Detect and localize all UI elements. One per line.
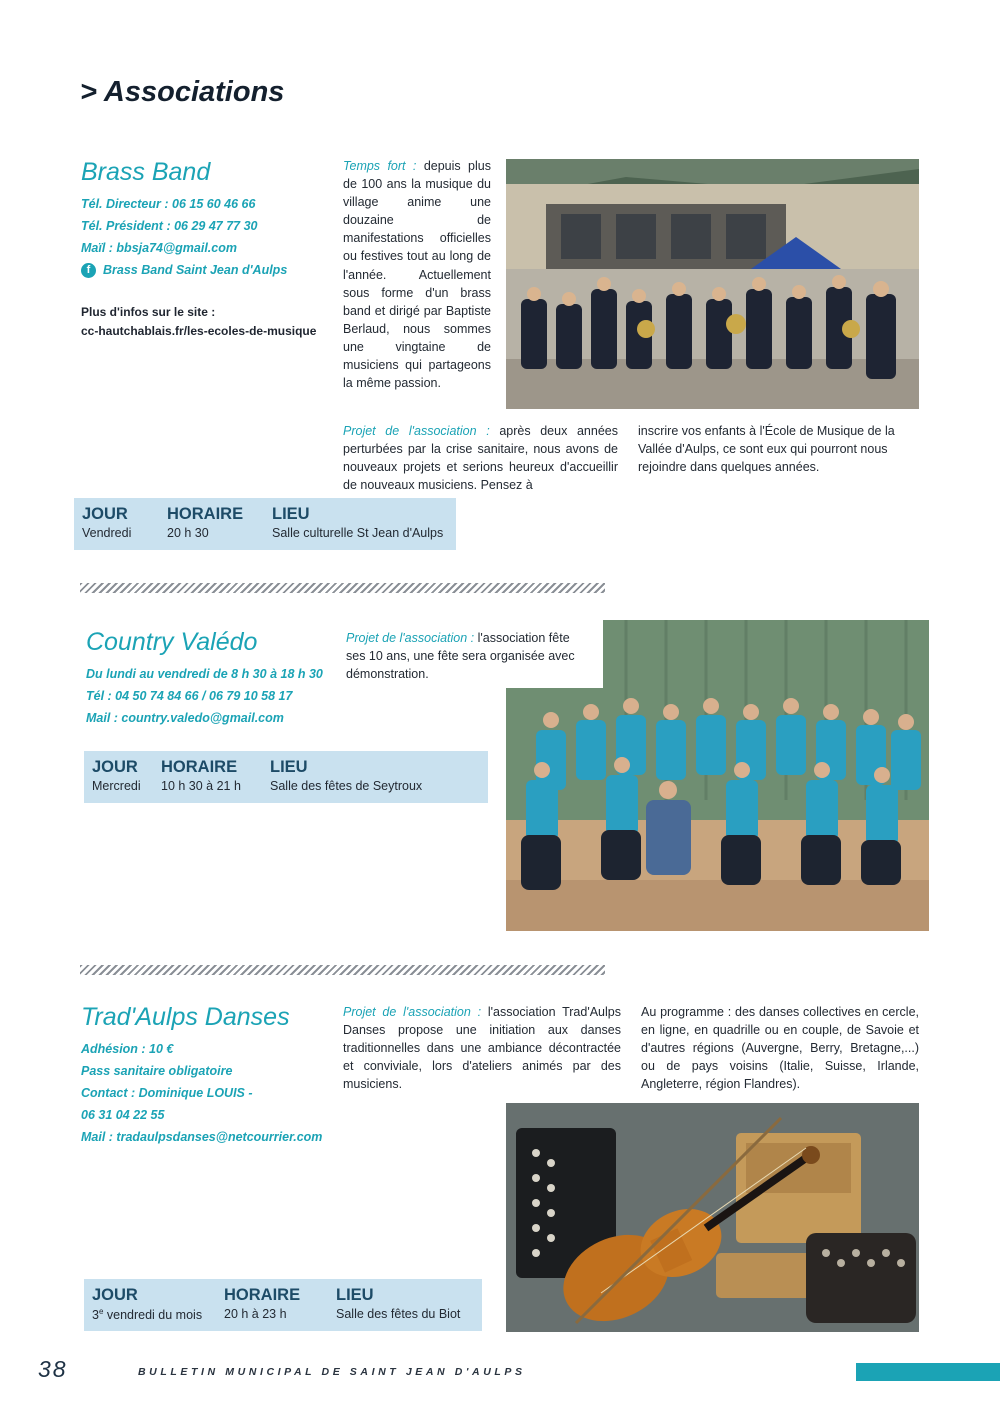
country-photo bbox=[506, 620, 929, 931]
schedule-day: Vendredi bbox=[82, 526, 132, 540]
projet-label: Projet de l'association : bbox=[346, 631, 475, 645]
brass-band-tel-president: Tél. Président : 06 29 47 77 30 bbox=[81, 219, 258, 233]
schedule-place: Salle des fêtes de Seytroux bbox=[270, 779, 423, 793]
brass-band-photo-svg bbox=[506, 159, 919, 409]
country-schedule bbox=[84, 751, 488, 803]
schedule-place: Salle des fêtes du Biot bbox=[336, 1307, 461, 1321]
trad-mail[interactable]: Mail : tradaulpsdanses@netcourrier.com bbox=[81, 1130, 323, 1144]
projet-text: l'association Trad'Aulps Danses propose une initiation aux danses traditionnelles dans une ambiance décontractée et conviviale, lors d'ateliers animés par des musiciens. bbox=[343, 1005, 621, 1092]
trad-programme: Au programme : des danses collectives en cercle, en ligne, en quadrille ou en couple, de Savoie et d'autres régions (Auvergne, Berry, Bretagne,...) ou de pays voisins (Italie, Suisse, Irlande, Angleterre, région Flandres). bbox=[641, 1005, 919, 1092]
trad-adhesion: Adhésion : 10 € bbox=[81, 1042, 174, 1056]
footer-accent-bar bbox=[856, 1363, 1000, 1381]
trad-pass: Pass sanitaire obligatoire bbox=[81, 1064, 233, 1078]
brass-band-projet-2: inscrire vos enfants à l'École de Musique de la Vallée d'Aulps, ce sont eux qui pourront nous rejoindre dans quelques années. bbox=[638, 424, 895, 475]
schedule-day-header: JOUR bbox=[82, 505, 128, 523]
brass-band-more-info bbox=[81, 303, 316, 341]
brass-band-mail[interactable]: Maïl : bbsja74@gmail.com bbox=[81, 241, 237, 255]
schedule-day-header: JOUR bbox=[92, 1286, 138, 1304]
country-tel: Tél : 04 50 74 84 66 / 06 79 10 58 17 bbox=[86, 689, 293, 703]
brass-band-schedule bbox=[74, 498, 456, 550]
brass-band-title: Brass Band bbox=[81, 158, 211, 186]
country-contacts bbox=[86, 663, 323, 729]
country-photo-svg bbox=[506, 620, 929, 931]
schedule-place-header: LIEU bbox=[336, 1286, 374, 1304]
schedule-time-header: HORAIRE bbox=[167, 505, 244, 523]
brass-band-facebook[interactable] bbox=[81, 259, 287, 281]
trad-title: Trad'Aulps Danses bbox=[81, 1003, 290, 1031]
instruments-photo-svg bbox=[506, 1103, 919, 1332]
page-number: 38 bbox=[38, 1356, 68, 1382]
bulletin-title: BULLETIN MUNICIPAL DE SAINT JEAN D'AULPS bbox=[138, 1366, 526, 1378]
brass-band-photo bbox=[506, 159, 919, 409]
trad-schedule bbox=[84, 1279, 482, 1331]
brass-band-tel-director: Tél. Directeur : 06 15 60 46 66 bbox=[81, 197, 256, 211]
schedule-place-header: LIEU bbox=[270, 758, 308, 776]
brass-band-temps-fort bbox=[343, 157, 491, 392]
brass-band-projet-1 bbox=[343, 422, 618, 494]
instruments-photo bbox=[506, 1103, 919, 1332]
schedule-place: Salle culturelle St Jean d'Aulps bbox=[272, 526, 444, 540]
country-hours: Du lundi au vendredi de 8 h 30 à 18 h 30 bbox=[86, 667, 323, 681]
brass-band-contacts bbox=[81, 193, 287, 281]
section-divider bbox=[80, 965, 605, 975]
country-mail[interactable]: Mail : country.valedo@gmail.com bbox=[86, 711, 284, 725]
schedule-time-header: HORAIRE bbox=[161, 758, 238, 776]
country-title: Country Valédo bbox=[86, 628, 258, 656]
more-info-label: Plus d'infos sur le site : bbox=[81, 305, 216, 319]
more-info-url[interactable]: cc-hautchablais.fr/les-ecoles-de-musique bbox=[81, 324, 317, 338]
schedule-day: Mercredi bbox=[92, 779, 141, 793]
projet-label: Projet de l'association : bbox=[343, 424, 490, 438]
schedule-day-header: JOUR bbox=[92, 758, 138, 776]
schedule-time: 10 h 30 à 21 h bbox=[161, 779, 241, 793]
section-divider bbox=[80, 583, 605, 593]
temps-fort-label: Temps fort : bbox=[343, 159, 417, 173]
temps-fort-text: depuis plus de 100 ans la musique du village anime une douzaine de manifestations officielles ou festives tout au long de l'année. Actuellement sous forme d'un brass band et dirigé par Baptiste Berlaud, nous sommes une vingtaine de musiciens qui partageons la même passion. bbox=[343, 159, 491, 391]
trad-contacts bbox=[81, 1038, 322, 1148]
schedule-place-header: LIEU bbox=[272, 505, 310, 523]
page-title: > Associations bbox=[80, 76, 285, 108]
schedule-time-header: HORAIRE bbox=[224, 1286, 301, 1304]
schedule-day: 3e vendredi du mois bbox=[92, 1307, 203, 1323]
schedule-time: 20 h 30 bbox=[167, 526, 209, 540]
facebook-icon: f bbox=[81, 263, 96, 278]
trad-contact: Contact : Dominique LOUIS - bbox=[81, 1086, 253, 1100]
projet-text: après deux années perturbées par la crise sanitaire, nous avons de nouveaux projets et serions heureux d'accueillir de nouveaux musiciens. Pensez à bbox=[343, 424, 618, 493]
projet-label: Projet de l'association : bbox=[343, 1005, 482, 1019]
trad-phone: 06 31 04 22 55 bbox=[81, 1108, 165, 1122]
brass-band-facebook-label: Brass Band Saint Jean d'Aulps bbox=[103, 263, 288, 277]
projet-text: l'association fête ses 10 ans, une fête sera organisée avec démonstration. bbox=[346, 631, 575, 682]
trad-projet bbox=[343, 1003, 621, 1093]
schedule-time: 20 h à 23 h bbox=[224, 1307, 287, 1321]
